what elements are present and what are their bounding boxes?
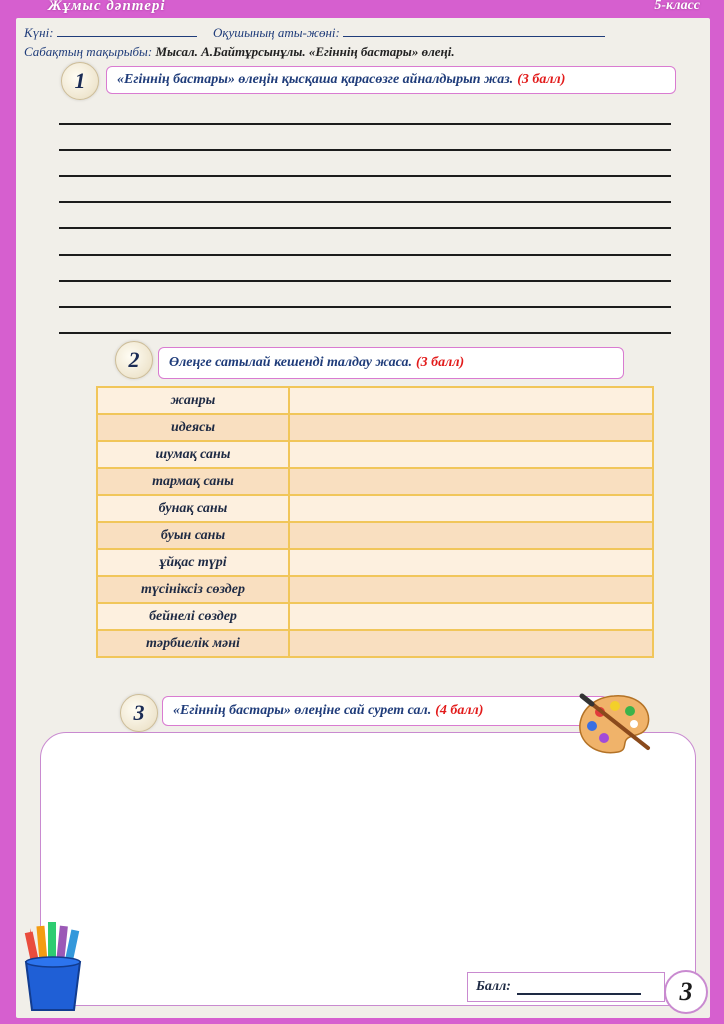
writing-line[interactable] xyxy=(59,332,671,334)
analysis-answer-cell[interactable] xyxy=(289,495,653,522)
analysis-row-label: бунақ саны xyxy=(97,495,289,522)
writing-line[interactable] xyxy=(59,227,671,229)
analysis-answer-cell[interactable] xyxy=(289,468,653,495)
task-3-badge xyxy=(120,694,158,732)
task-1-text: «Егіннің бастары» өлеңін қысқаша қарасөзге айналдырып жаз. xyxy=(117,72,514,87)
writing-line[interactable] xyxy=(59,306,671,308)
student-label: Оқушының аты-жөні: xyxy=(213,25,340,40)
analysis-answer-cell[interactable] xyxy=(289,522,653,549)
page-number xyxy=(664,970,708,1014)
analysis-row-label: буын саны xyxy=(97,522,289,549)
analysis-answer-cell[interactable] xyxy=(289,603,653,630)
task-3-text: «Егіннің бастары» өлеңіне сай сурет сал. xyxy=(173,703,432,718)
task-2-badge xyxy=(115,341,153,379)
analysis-row-label: бейнелі сөздер xyxy=(97,603,289,630)
task-2-number: 2 xyxy=(128,347,140,372)
task-1-badge xyxy=(61,62,99,100)
grade-label: 5-класс xyxy=(654,0,700,13)
analysis-answer-cell[interactable] xyxy=(289,576,653,603)
workbook-title: Жұмыс дәптері xyxy=(48,0,166,14)
score-field[interactable] xyxy=(517,979,641,995)
analysis-row xyxy=(97,495,653,522)
palette-icon xyxy=(574,690,654,756)
writing-line[interactable] xyxy=(59,175,671,177)
header-bar xyxy=(0,0,724,18)
info-row xyxy=(24,24,605,41)
date-field[interactable] xyxy=(57,24,197,37)
writing-line[interactable] xyxy=(59,280,671,282)
topic-value: Мысал. А.Байтұрсынұлы. «Егіннің бастары» өлеңі. xyxy=(155,44,455,59)
analysis-row-label: жанры xyxy=(97,387,289,414)
analysis-answer-cell[interactable] xyxy=(289,630,653,657)
page-number-text: 3 xyxy=(679,977,693,1006)
task-3-number: 3 xyxy=(133,700,145,725)
analysis-row-label: шумақ саны xyxy=(97,441,289,468)
analysis-answer-cell[interactable] xyxy=(289,441,653,468)
analysis-row-label: идеясы xyxy=(97,414,289,441)
analysis-answer-cell[interactable] xyxy=(289,387,653,414)
analysis-row xyxy=(97,468,653,495)
writing-line[interactable] xyxy=(59,123,671,125)
task-1-points: (3 балл) xyxy=(517,72,566,87)
task-3-prompt xyxy=(162,696,608,726)
student-name-field[interactable] xyxy=(343,24,605,37)
analysis-table xyxy=(96,386,654,658)
analysis-row xyxy=(97,603,653,630)
writing-line[interactable] xyxy=(59,149,671,151)
topic-label: Сабақтың тақырыбы: xyxy=(24,44,153,59)
task-2-points: (3 балл) xyxy=(416,355,465,370)
score-box xyxy=(467,972,665,1002)
task-2-prompt xyxy=(158,347,624,379)
date-label: Күні: xyxy=(24,25,54,40)
analysis-row xyxy=(97,522,653,549)
task-1-prompt xyxy=(106,66,676,94)
analysis-row-label: тармақ саны xyxy=(97,468,289,495)
analysis-row xyxy=(97,576,653,603)
pencil-cup-icon xyxy=(22,918,86,1014)
task-1-number: 1 xyxy=(74,68,86,93)
analysis-row xyxy=(97,549,653,576)
analysis-row-label: ұйқас түрі xyxy=(97,549,289,576)
analysis-answer-cell[interactable] xyxy=(289,549,653,576)
analysis-row xyxy=(97,441,653,468)
analysis-answer-cell[interactable] xyxy=(289,414,653,441)
analysis-row xyxy=(97,630,653,657)
worksheet-page xyxy=(16,18,710,1018)
task-3-points: (4 балл) xyxy=(435,703,484,718)
analysis-row xyxy=(97,387,653,414)
task-2-text: Өлеңге сатылай кешенді талдау жаса. xyxy=(169,355,413,370)
writing-line[interactable] xyxy=(59,201,671,203)
analysis-row-label: тәрбиелік мәні xyxy=(97,630,289,657)
topic-row xyxy=(24,44,455,60)
analysis-row-label: түсініксіз сөздер xyxy=(97,576,289,603)
drawing-area[interactable] xyxy=(40,732,696,1006)
writing-line[interactable] xyxy=(59,254,671,256)
score-label: Балл: xyxy=(476,979,511,994)
analysis-row xyxy=(97,414,653,441)
